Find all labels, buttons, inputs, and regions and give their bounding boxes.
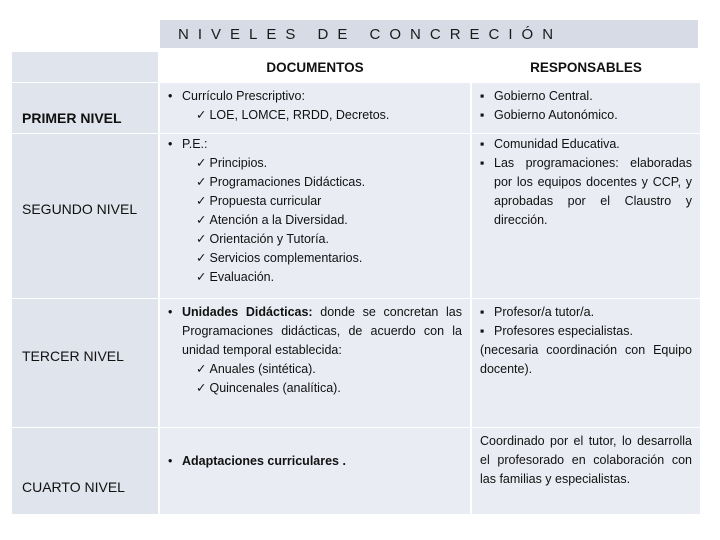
doc-check-2-5: Orientación y Tutoría.	[209, 232, 329, 246]
doc-check-2-1: Principios.	[209, 156, 268, 170]
doc-check-1-1: LOE, LOMCE, RRDD, Decretos.	[209, 108, 390, 122]
checkmark-icon: ✓	[196, 213, 207, 227]
checkmark-icon: ✓	[196, 362, 207, 376]
level-name-4: CUARTO NIVEL	[22, 479, 125, 495]
square-bullet-icon: ▪	[480, 305, 485, 319]
responsibles-header: RESPONSABLES	[472, 52, 700, 82]
level-cell-3	[12, 299, 158, 427]
resp-3-1: Profesor/a tutor/a.	[494, 305, 595, 319]
checkmark-icon: ✓	[196, 381, 207, 395]
doc-main-3-rest: donde se concretan las Programaciones didácticas, de acuerdo con la unidad temporal establecida:	[182, 305, 462, 357]
resp-1-2: Gobierno Autonómico.	[494, 108, 618, 122]
level-name-1: PRIMER NIVEL	[22, 110, 122, 126]
resp-2-2: Las programaciones: elaboradas por los equipos docentes y CCP, y aprobadas por el Claustro y dirección.	[494, 156, 692, 227]
concretion-table	[12, 52, 700, 514]
level-name-2: SEGUNDO NIVEL	[22, 201, 138, 217]
responsibles-cell-2	[472, 134, 700, 298]
resp-2-1: Comunidad Educativa.	[494, 137, 620, 151]
responsibles-cell-3	[472, 299, 700, 427]
checkmark-icon: ✓	[196, 175, 207, 189]
doc-check-3-1: Anuales (sintética).	[209, 362, 316, 376]
resp-1-1: Gobierno Central.	[494, 89, 593, 103]
checkmark-icon: ✓	[196, 194, 207, 208]
doc-check-2-4: Atención a la Diversidad.	[209, 213, 348, 227]
bullet-icon: •	[168, 305, 173, 319]
bullet-icon: •	[168, 454, 173, 468]
documents-cell-1	[160, 83, 470, 133]
doc-main-3-bold: Unidades Didácticas:	[182, 305, 313, 319]
doc-main-2: P.E.:	[182, 137, 208, 151]
resp-3-2: Profesores especialistas.	[494, 324, 633, 338]
doc-main-1: Currículo Prescriptivo:	[182, 89, 305, 103]
square-bullet-icon: ▪	[480, 89, 485, 103]
checkmark-icon: ✓	[196, 251, 207, 265]
resp-4-text: Coordinado por el tutor, lo desarrolla el profesorado en colaboración con las familias y especialistas.	[480, 434, 692, 486]
title-bar	[160, 20, 698, 48]
doc-check-3-2: Quincenales (analítica).	[209, 381, 341, 395]
level-cell-1	[12, 83, 158, 133]
level-cell-4	[12, 428, 158, 514]
square-bullet-icon: ▪	[480, 156, 485, 170]
checkmark-icon: ✓	[196, 156, 207, 170]
level-cell-2	[12, 134, 158, 298]
level-name-3: TERCER NIVEL	[22, 348, 124, 364]
square-bullet-icon: ▪	[480, 324, 485, 338]
checkmark-icon: ✓	[196, 108, 207, 122]
documents-header: DOCUMENTOS	[160, 52, 470, 82]
checkmark-icon: ✓	[196, 270, 207, 284]
doc-check-2-7: Evaluación.	[209, 270, 275, 284]
responsibles-cell-1	[472, 83, 700, 133]
bullet-icon: •	[168, 137, 173, 151]
square-bullet-icon: ▪	[480, 108, 485, 122]
doc-check-2-3: Propuesta curricular	[209, 194, 322, 208]
page-title: NIVELES DE CONCRECIÓN	[178, 25, 563, 43]
level-column-header-blank	[12, 52, 158, 82]
documents-cell-3	[160, 299, 470, 427]
square-bullet-icon: ▪	[480, 137, 485, 151]
doc-check-2-6: Servicios complementarios.	[209, 251, 363, 265]
responsibles-cell-4	[472, 428, 700, 514]
resp-3-note: (necesaria coordinación con Equipo docente).	[480, 343, 692, 376]
bullet-icon: •	[168, 89, 173, 103]
doc-check-2-2: Programaciones Didácticas.	[209, 175, 366, 189]
checkmark-icon: ✓	[196, 232, 207, 246]
documents-cell-4	[160, 428, 470, 514]
doc-main-4: Adaptaciones curriculares .	[182, 454, 346, 468]
documents-cell-2	[160, 134, 470, 298]
